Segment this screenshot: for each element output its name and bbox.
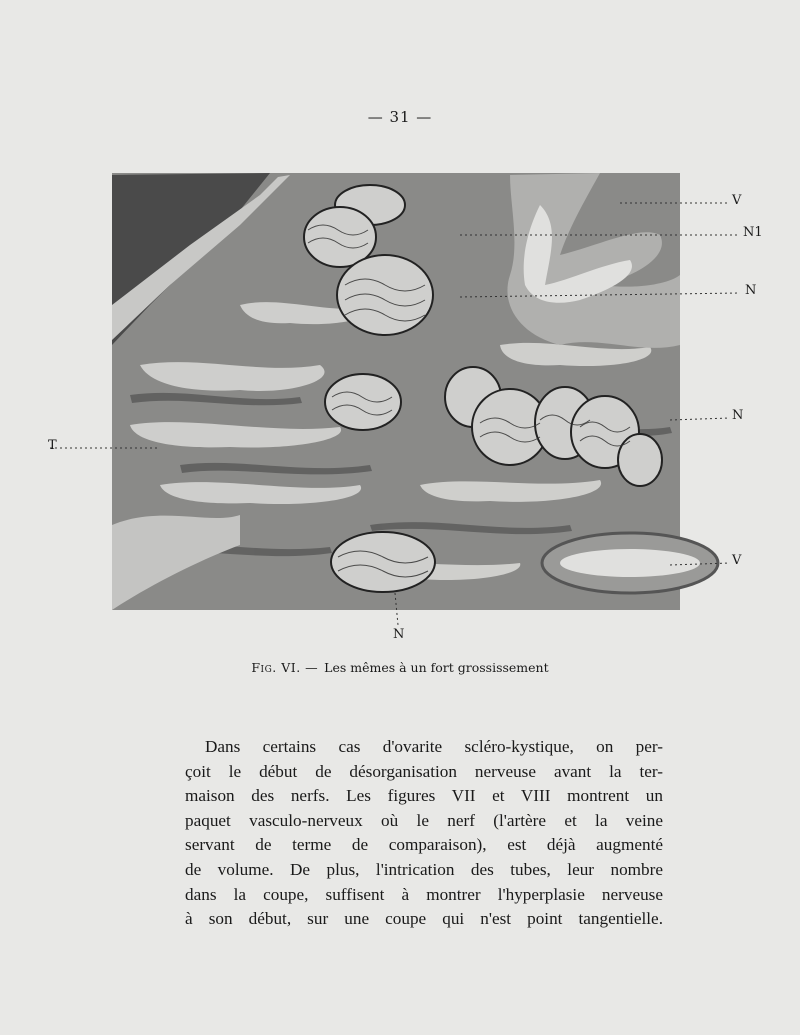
- caption-text: Les mêmes à un fort grossissement: [324, 660, 549, 675]
- label-n-right: N: [732, 408, 744, 423]
- label-t-left: T: [48, 438, 57, 453]
- label-n-bottom: N: [393, 627, 405, 642]
- label-n1: N1: [743, 225, 763, 240]
- text-line: de volume. De plus, l'intrication des tubes, leur nombre: [185, 859, 663, 879]
- text-line: çoit le début de désorganisation nerveuse avant la ter-: [185, 761, 663, 781]
- text-line: à son début, sur une coupe qui n'est point tangentielle.: [185, 909, 663, 929]
- text-line: servant de terme de comparaison), est déjà augmenté: [185, 835, 663, 855]
- label-n-upper: N: [745, 283, 757, 298]
- text-line: maison des nerfs. Les figures VII et VIII montrent un: [185, 786, 663, 806]
- label-v-lower: V: [732, 553, 742, 568]
- text-line: Dans certains cas d'ovarite scléro-kystique, on per-: [205, 737, 663, 756]
- page-number: — 31 —: [367, 108, 433, 126]
- histology-figure: [40, 165, 780, 645]
- label-v-top: V: [732, 193, 742, 208]
- figure-caption: [0, 660, 800, 675]
- histology-illustration: [40, 165, 780, 645]
- text-line: dans la coupe, suffisent à montrer l'hyperplasie nerveuse: [185, 884, 663, 904]
- body-paragraph: [185, 735, 663, 932]
- text-line: paquet vasculo-nerveux où le nerf (l'artère et la veine: [185, 810, 663, 830]
- caption-number: Fig. VI. —: [251, 660, 319, 675]
